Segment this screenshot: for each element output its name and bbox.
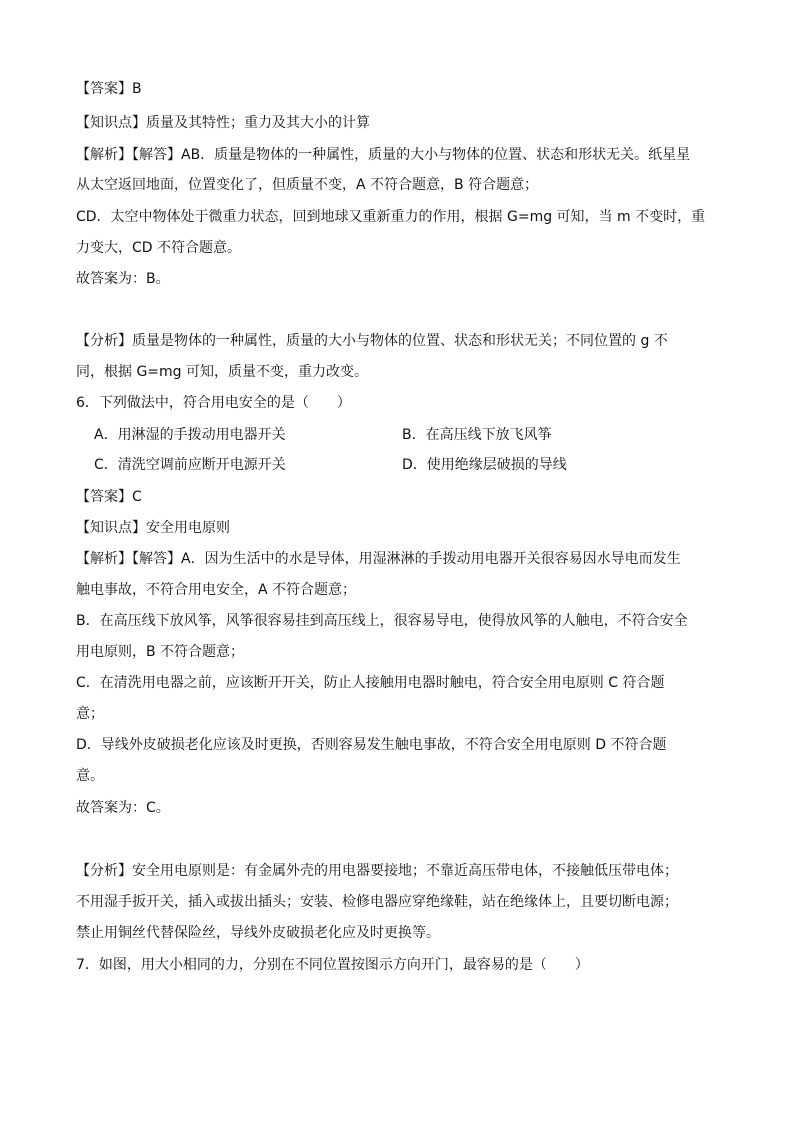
- fenxi-text: 安全用电原则是：有金属外壳的用电器要接地；不靠近高压带电体，不接触低压带电体；: [132, 863, 678, 879]
- fenxi-text: 质量是物体的一种属性，质量的大小与物体的位置、状态和形状无关；不同位置的 g 不: [132, 333, 668, 349]
- analysis-label: 【解析】: [76, 147, 132, 163]
- q6-analysis-line-1: [76, 550, 681, 568]
- answer-label: 【答案】: [76, 81, 132, 97]
- q6-analysis-line-2: 触电事故，不符合用电安全，A 不符合题意；: [76, 582, 357, 598]
- q6-fenxi-line-1: [76, 862, 678, 880]
- q6-analysis-line-4: 用电原则，B 不符合题意；: [76, 644, 245, 660]
- q7-stem: 7．如图，用大小相同的力，分别在不同位置按图示方向开门，最容易的是（ ）: [76, 957, 589, 973]
- q6-fenxi-line-3: 禁止用铜丝代替保险丝，导线外皮破损老化应及时更换等。: [76, 925, 440, 941]
- q5-knowledge-line: [76, 114, 370, 132]
- q5-conclusion: 故答案为：B。: [76, 271, 170, 287]
- q6-knowledge-line: [76, 519, 230, 537]
- answer-value: C: [132, 489, 142, 505]
- q6-analysis-line-8: 意。: [76, 768, 104, 784]
- answer-value: B: [132, 81, 142, 97]
- analysis-label: 【解析】: [76, 551, 132, 567]
- q5-fenxi-line-1: [76, 332, 668, 350]
- q5-fenxi-line-2: 同，根据 G=mg 可知，质量不变，重力改变。: [76, 364, 369, 380]
- fenxi-label: 【分析】: [76, 863, 132, 879]
- q6-option-d: D．使用绝缘层破损的导线: [402, 457, 567, 473]
- q6-answer-line: [76, 488, 142, 506]
- q6-analysis-line-6: 意；: [76, 706, 104, 722]
- q6-option-b: B．在高压线下放飞风筝: [402, 427, 552, 443]
- knowledge-label: 【知识点】: [76, 115, 146, 131]
- q5-answer-line: [76, 80, 142, 98]
- q6-fenxi-line-2: 不用湿手扳开关，插入或拔出插头；安装、检修电器应穿绝缘鞋，站在绝缘体上，且要切断电源；: [76, 894, 678, 910]
- q5-analysis-line-1: [76, 146, 690, 164]
- knowledge-value: 质量及其特性；重力及其大小的计算: [146, 115, 370, 131]
- q6-conclusion: 故答案为：C。: [76, 800, 170, 816]
- q6-analysis-line-5: C．在清洗用电器之前，应该断开开关，防止人接触用电器时触电，符合安全用电原则 C 符合题: [76, 675, 665, 691]
- analysis-text: 【解答】A．因为生活中的水是导体，用湿淋淋的手拨动用电器开关很容易因水导电而发生: [132, 551, 681, 567]
- q5-analysis-line-2: 从太空返回地面，位置变化了，但质量不变，A 不符合题意，B 符合题意；: [76, 177, 539, 193]
- q5-analysis-line-4: 力变大，CD 不符合题意。: [76, 240, 242, 256]
- q6-option-c: C．清洗空调前应断开电源开关: [94, 457, 286, 473]
- q5-analysis-line-3: CD．太空中物体处于微重力状态，回到地球又重新重力的作用，根据 G=mg 可知，当 m 不变时，重: [76, 209, 706, 225]
- answer-label: 【答案】: [76, 489, 132, 505]
- q6-option-a: A．用淋湿的手拨动用电器开关: [94, 427, 286, 443]
- fenxi-label: 【分析】: [76, 333, 132, 349]
- q6-stem: 6．下列做法中，符合用电安全的是（ ）: [76, 395, 351, 411]
- analysis-text: 【解答】AB．质量是物体的一种属性，质量的大小与物体的位置、状态和形状无关。纸星星: [132, 147, 691, 163]
- q6-analysis-line-7: D．导线外皮破损老化应该及时更换，否则容易发生触电事故，不符合安全用电原则 D 不符合题: [76, 737, 667, 753]
- knowledge-value: 安全用电原则: [146, 520, 230, 536]
- knowledge-label: 【知识点】: [76, 520, 146, 536]
- q6-analysis-line-3: B．在高压线下放风筝，风筝很容易挂到高压线上，很容易导电，使得放风筝的人触电，不符合安全: [76, 613, 688, 629]
